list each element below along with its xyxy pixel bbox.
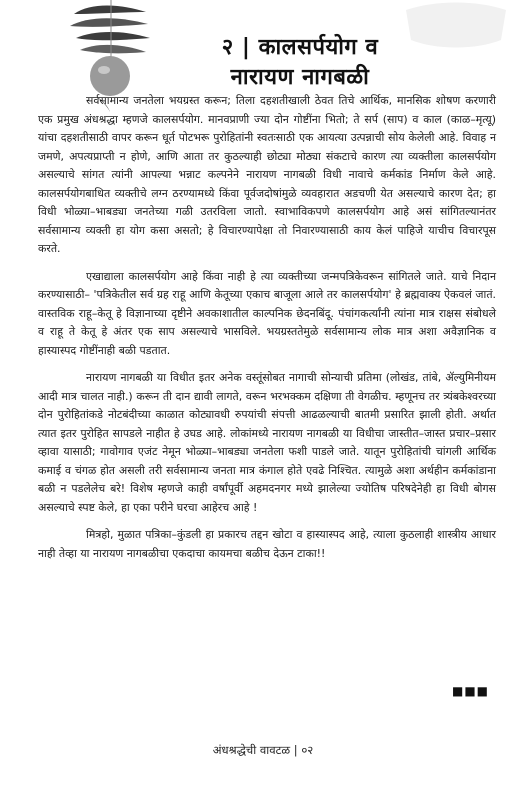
chapter-title-line-1: २ | कालसर्पयोग व bbox=[221, 35, 379, 60]
chili-icon bbox=[76, 32, 150, 40]
lemon-icon bbox=[90, 56, 130, 96]
paragraph: नारायण नागबळी या विधीत इतर अनेक वस्तूंसोबत नागाची सोन्याची प्रतिमा (लोखंड, तांबे, ॲल्युमिनीयम आदी मात्र चालत नाही.) करून ती दान द्यावी लागते, वरून भरभक्कम दक्षिणा ती वेगळीच. म्हणूनच तर त्र्यंबकेश्वरच्या दोन पुरोहितांकडे नोटबंदीच्या काळात कोट्यावधी रुपयांची संपत्ती आढळल्याची बातमी प्रसारित झाली होती. अर्थात त्यात इतर पुरोहित सापडले नाहीत हे उघड आहे. लोकांमध्ये नारायण नागबळी या विधीचा जास्तीत–जास्त प्रचार–प्रसार व्हावा यासाठी; गावोगाव एजंट नेमून भोळ्या–भाबड्या जनतेला फशी पाडले जाते. यातून पुरोहितांची चांगली आर्थिक कमाई व चंगळ होत असली तरी सर्वसामान्य जनता मात्र कंगाल होते एवढे निश्चित. त्यामुळे अशा अर्थहीन कर्मकांडाना बळी न पडलेलेच बरे! विशेष म्हणजे काही वर्षांपूर्वी अहमदनगर मध्ये झालेल्या ज्योतिष परिषदेनेही हा विधी बोगस असल्याचे स्पष्ट केले, हा एका परीने घरचा आहेरच आहे ! bbox=[38, 371, 496, 514]
end-of-section-mark: ■■■ bbox=[452, 684, 490, 698]
paragraph: एखाद्याला कालसर्पयोग आहे किंवा नाही हे त्या व्यक्तीच्या जन्मपत्रिकेवरून सांगितले जाते. याचे निदान करण्यासाठी– 'पत्रिकेतील सर्व ग्रह राहू आणि केतूच्या एकाच बाजूला आले तर कालसर्पयोग' हे ब्रह्मवाक्य ऐकवलं जातं. वास्तविक राहू–केतू हे विज्ञानाच्या दृष्टीने अवकाशातील काल्पनिक छेदनबिंदू. पंचांगकर्त्यांनी त्यांना मात्र राक्षस संबोधले व राहू ते केतू हे अंतर एक साप असल्याचे भासविले. भयग्रस्ततेमुळे सर्वसामान्य लोक मात्र अशा अवैज्ञानिक व हास्यास्पद गोष्टींनाही बळी पडतात. bbox=[38, 269, 496, 357]
chili-icon bbox=[70, 18, 148, 27]
chapter-title-line-2: नारायण नागबळी bbox=[230, 65, 370, 90]
chili-icon bbox=[80, 45, 146, 53]
page-footer: अंधश्रद्धेची वावटळ | ०२ bbox=[212, 743, 314, 757]
lemon-highlight-icon bbox=[98, 66, 110, 74]
article-body bbox=[38, 92, 496, 572]
chili-icon bbox=[74, 6, 146, 15]
paragraph: मित्रहो, मुळात पत्रिका–कुंडली हा प्रकारच तद्दन खोटा व हास्यास्पद आहे, त्याला कुठलाही शास्त्रीय आधार नाही तेव्हा या नारायण नागबळीचा एकदाचा कायमचा बळीच देऊन टाका!! bbox=[38, 528, 496, 560]
paragraph: सर्वसामान्य जनतेला भयग्रस्त करून; तिला दहशतीखाली ठेवत तिचे आर्थिक, मानसिक शोषण करणारी एक प्रमुख अंधश्रद्धा म्हणजे कालसर्पयोग. मानवप्राणी ज्या दोन गोष्टींना भितो; ते सर्प (साप) व काल (काळ–मृत्यू) यांचा दहशतीसाठी वापर करून धूर्त पोटभरू पुरोहितांनी स्वतःसाठी एक आयत्या उत्पन्नाची सोय केलेली आहे. विवाह न जमणे, अपत्यप्राप्ती न होणे, आणि आता तर कुठल्याही छोट्या मोठ्या संकटाचे कारण त्या व्यक्तीला कालसर्पयोग असल्याचे सांगत त्यांनी आपल्या भन्नाट कल्पनेने नारायण नागबळी विधी नावाचे कर्मकांड निर्माण केले आहे. कालसर्पयोगबाधित व्यक्तीचे लग्न ठरण्यामध्ये किंवा पूर्वजदोषांमुळे व्यवहारात अडचणी येत असल्याचे कारण देत; हा विधी भोळ्या–भाबड्या जनतेच्या गळी उतरविला जातो. स्वाभाविकपणे कालसर्पयोग आहे असं सांगितल्यानंतर सर्वसामान्य व्यक्ती हा योग कसा असतो; हे विचारण्यापेक्षा तो निवारण्यासाठी काय केलं पाहिजे याचीच विचारपूस करते. bbox=[38, 94, 496, 255]
chapter-title bbox=[150, 33, 450, 93]
